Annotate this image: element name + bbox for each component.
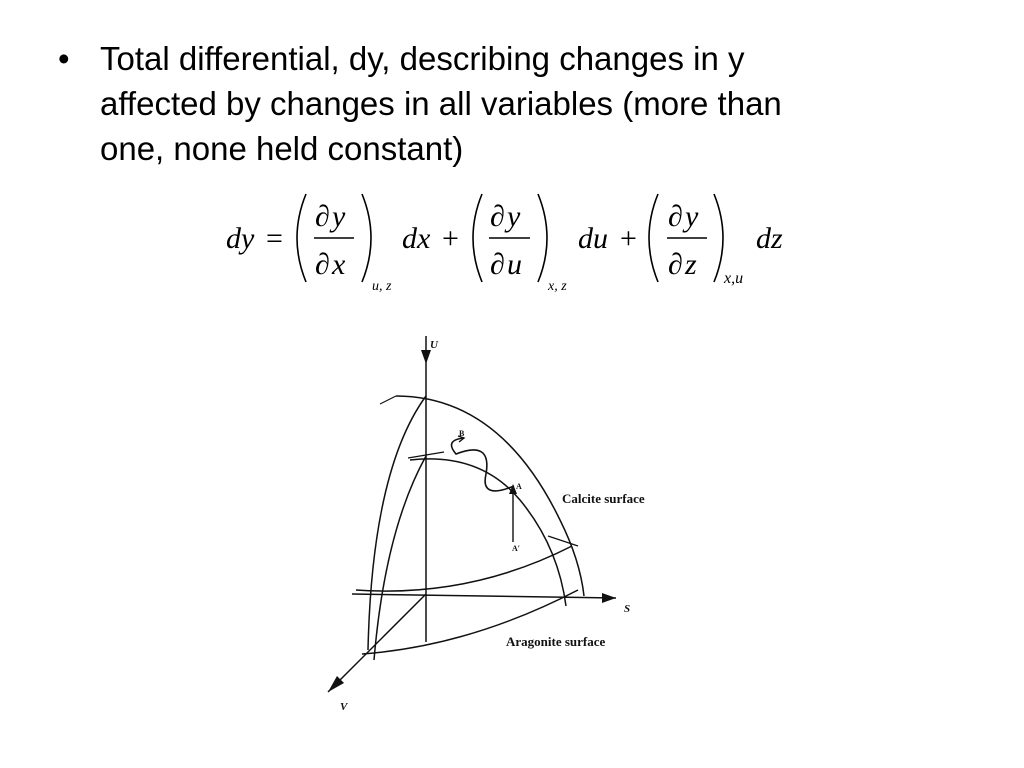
- plus-sign: +: [620, 222, 637, 255]
- calcite-outer-arc: [396, 396, 584, 596]
- term-differential: dx: [402, 222, 431, 255]
- point-a-label: A: [516, 482, 522, 491]
- s-axis-arrow: [602, 593, 616, 603]
- s-axis-label: S: [624, 603, 631, 615]
- partial-symbol: ∂: [668, 200, 683, 233]
- term-numerator: y: [332, 200, 346, 233]
- calcite-bottom-curve: [356, 546, 572, 591]
- term-numerator: y: [685, 200, 699, 233]
- v-axis-label: V: [340, 701, 348, 713]
- bullet-line-1: Total differential, dy, describing changes in y: [100, 40, 745, 77]
- guide-line: [548, 536, 578, 546]
- term-denominator: z: [685, 248, 697, 281]
- u-axis-label: U: [430, 339, 438, 351]
- term-differential: du: [578, 222, 608, 255]
- term-denominator: u: [507, 248, 522, 281]
- term-differential: dz: [756, 222, 783, 255]
- aragonite-surface-label: Aragonite surface: [506, 634, 606, 649]
- point-b-label: B: [459, 429, 465, 438]
- term-denominator: x: [332, 248, 346, 281]
- s-axis: [352, 593, 630, 615]
- term-numerator: y: [507, 200, 521, 233]
- plus-sign: +: [442, 222, 459, 255]
- partial-symbol: ∂: [315, 200, 330, 233]
- calcite-left-edge: [368, 396, 426, 650]
- calcite-surface-label: Calcite surface: [562, 491, 645, 506]
- point-a-prime-label: A′: [512, 544, 521, 553]
- guide-line: [380, 396, 396, 404]
- path-a-to-b: [452, 438, 515, 491]
- partial-symbol: ∂: [668, 248, 683, 281]
- bullet-marker: •: [58, 40, 70, 77]
- equation-lhs: dy: [226, 222, 255, 255]
- calcite-surface: [356, 396, 584, 650]
- partial-symbol: ∂: [315, 248, 330, 281]
- held-constant-subscript: x,u: [724, 270, 744, 287]
- aragonite-left-edge: [374, 456, 426, 660]
- bullet-line-3: one, none held constant): [100, 130, 464, 167]
- v-axis: [328, 594, 426, 713]
- held-constant-subscript: x, z: [548, 279, 567, 294]
- equation-equals: =: [266, 222, 283, 255]
- bullet-line-2: affected by changes in all variables (more than: [100, 85, 782, 122]
- u-axis-arrow: [421, 350, 431, 364]
- aragonite-upper-arc: [410, 459, 566, 606]
- partial-symbol: ∂: [490, 200, 505, 233]
- held-constant-subscript: u, z: [372, 279, 392, 294]
- partial-symbol: ∂: [490, 248, 505, 281]
